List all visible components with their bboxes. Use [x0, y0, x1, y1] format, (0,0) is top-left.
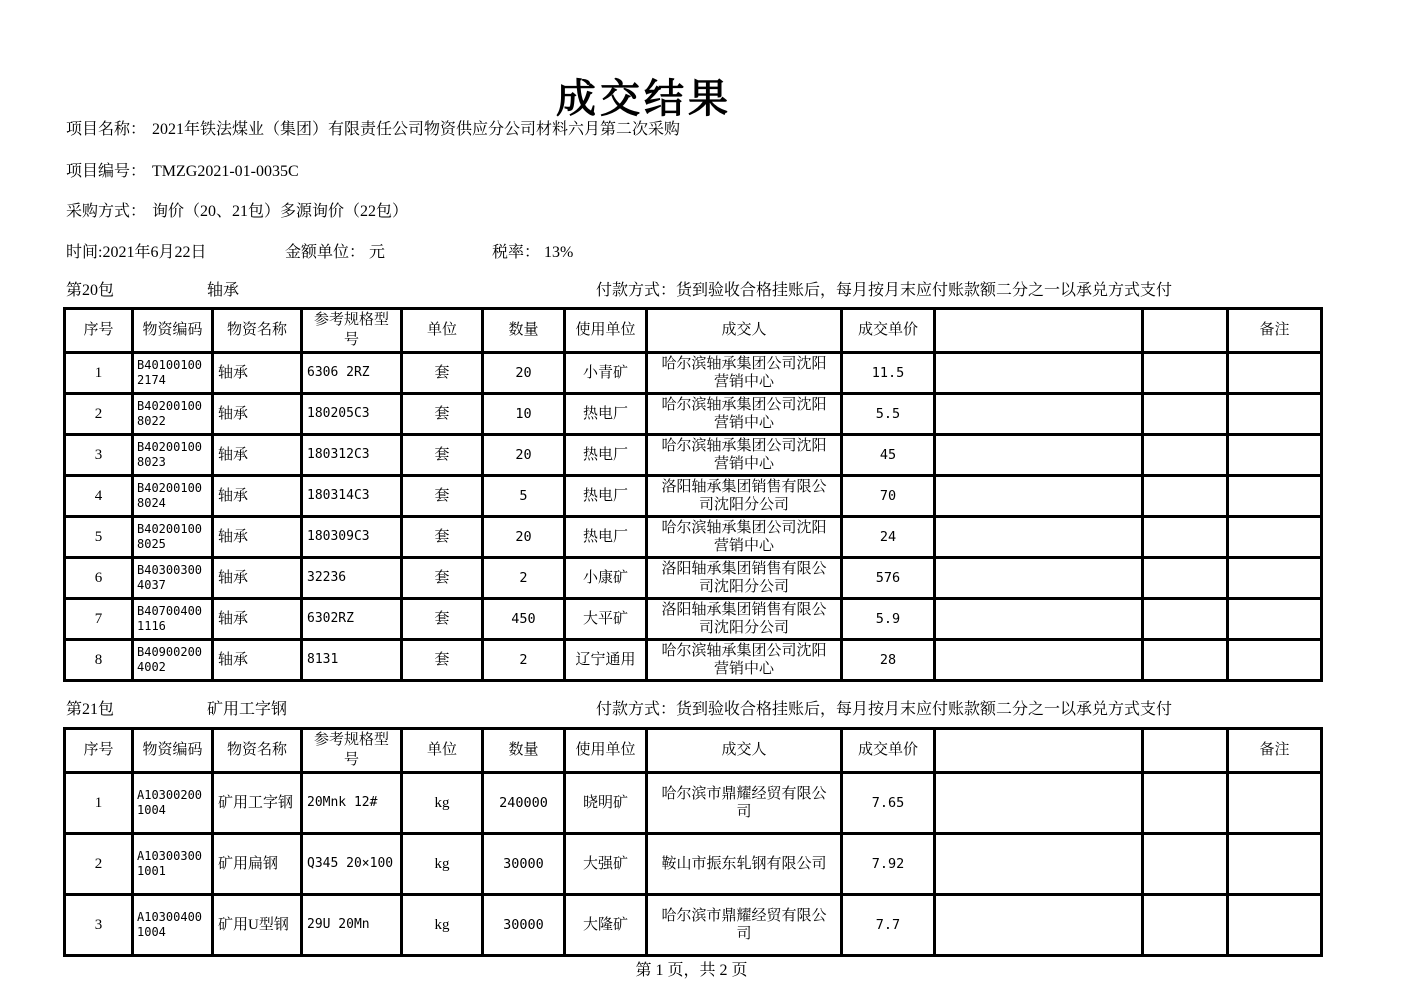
column-header-winner: 成交人: [647, 309, 842, 353]
cell-remark: [1228, 834, 1322, 895]
cell-unit-price: 28: [842, 640, 935, 681]
cell-blank-1: [935, 435, 1143, 476]
cell-unit-price: 11.5: [842, 353, 935, 394]
cell-material-code: B402001008025: [133, 517, 213, 558]
column-header-material-name: 物资名称: [213, 729, 302, 773]
cell-blank-1: [935, 353, 1143, 394]
payment-terms: [596, 277, 1172, 300]
cell-unit: 套: [402, 558, 483, 599]
table-header-row: [65, 309, 1322, 353]
cell-remark: [1228, 895, 1322, 956]
cell-seq: 5: [65, 517, 133, 558]
package-21-table: [63, 727, 1323, 957]
cell-unit-price: 70: [842, 476, 935, 517]
cell-unit-price: 24: [842, 517, 935, 558]
cell-blank-2: [1143, 895, 1228, 956]
cell-remark: [1228, 517, 1322, 558]
table-row: [65, 834, 1322, 895]
cell-winner: 洛阳轴承集团销售有限公司沈阳分公司: [647, 476, 842, 517]
column-header-material-name: 物资名称: [213, 309, 302, 353]
package-number: 第20包: [66, 282, 115, 299]
column-header-seq: 序号: [65, 309, 133, 353]
cell-material-code: A103003001001: [133, 834, 213, 895]
cell-blank-2: [1143, 353, 1228, 394]
column-header-using-unit: 使用单位: [565, 309, 647, 353]
procurement-method-line: [66, 198, 408, 221]
table-row: [65, 353, 1322, 394]
column-header-seq: 序号: [65, 729, 133, 773]
cell-winner: 哈尔滨轴承集团公司沈阳营销中心: [647, 353, 842, 394]
cell-blank-2: [1143, 517, 1228, 558]
cell-using-unit: 热电厂: [565, 435, 647, 476]
time-value: 2021年6月22日: [102, 244, 207, 261]
cell-material-code: B409002004002: [133, 640, 213, 681]
cell-remark: [1228, 640, 1322, 681]
cell-quantity: 20: [483, 353, 565, 394]
column-header-remark: 备注: [1228, 729, 1322, 773]
currency-value: 元: [369, 244, 386, 261]
cell-remark: [1228, 435, 1322, 476]
payment-label: 付款方式：: [596, 282, 677, 299]
cell-blank-2: [1143, 773, 1228, 834]
cell-unit-price: 7.92: [842, 834, 935, 895]
cell-using-unit: 小青矿: [565, 353, 647, 394]
cell-winner: 洛阳轴承集团销售有限公司沈阳分公司: [647, 599, 842, 640]
cell-winner: 洛阳轴承集团销售有限公司沈阳分公司: [647, 558, 842, 599]
cell-unit: 套: [402, 394, 483, 435]
table-row: [65, 476, 1322, 517]
cell-seq: 2: [65, 834, 133, 895]
cell-blank-2: [1143, 435, 1228, 476]
cell-seq: 2: [65, 394, 133, 435]
cell-spec: 6302RZ: [302, 599, 402, 640]
cell-unit: kg: [402, 895, 483, 956]
table-row: [65, 773, 1322, 834]
package-20-table: [63, 307, 1323, 682]
project-code-label: 项目编号：: [66, 163, 147, 180]
procurement-method-value: 询价（20、21包）多源询价（22包）: [152, 203, 409, 220]
cell-spec: 29U 20Mn: [302, 895, 402, 956]
column-header-spec: 参考规格型号: [302, 729, 402, 773]
cell-material-name: 矿用扁钢: [213, 834, 302, 895]
cell-quantity: 450: [483, 599, 565, 640]
cell-seq: 4: [65, 476, 133, 517]
column-header-material-code: 物资编码: [133, 729, 213, 773]
cell-remark: [1228, 353, 1322, 394]
table-row: [65, 394, 1322, 435]
cell-material-name: 矿用U型钢: [213, 895, 302, 956]
cell-using-unit: 大隆矿: [565, 895, 647, 956]
project-code-line: [66, 158, 299, 181]
cell-blank-1: [935, 773, 1143, 834]
cell-material-name: 矿用工字钢: [213, 773, 302, 834]
tax-rate-label: 税率：: [492, 244, 541, 261]
package-name: 轴承: [207, 282, 240, 299]
column-header-unit: 单位: [402, 729, 483, 773]
cell-material-name: 轴承: [213, 517, 302, 558]
cell-using-unit: 热电厂: [565, 517, 647, 558]
cell-unit: 套: [402, 353, 483, 394]
cell-unit-price: 45: [842, 435, 935, 476]
cell-material-name: 轴承: [213, 558, 302, 599]
cell-blank-2: [1143, 834, 1228, 895]
cell-seq: 7: [65, 599, 133, 640]
cell-spec: Q345 20×100: [302, 834, 402, 895]
cell-remark: [1228, 394, 1322, 435]
tax-rate-value: 13%: [544, 244, 574, 261]
cell-using-unit: 热电厂: [565, 476, 647, 517]
cell-blank-1: [935, 517, 1143, 558]
cell-spec: 32236: [302, 558, 402, 599]
cell-blank-2: [1143, 599, 1228, 640]
column-header-blank-2: [1143, 309, 1228, 353]
cell-quantity: 240000: [483, 773, 565, 834]
table-header-row: [65, 729, 1322, 773]
column-header-blank-1: [935, 729, 1143, 773]
time-field: [66, 239, 206, 262]
cell-unit: 套: [402, 640, 483, 681]
cell-blank-1: [935, 640, 1143, 681]
payment-label: 付款方式：: [596, 701, 677, 718]
package-number: 第21包: [66, 701, 115, 718]
cell-winner: 哈尔滨市鼎耀经贸有限公司: [647, 773, 842, 834]
cell-blank-2: [1143, 558, 1228, 599]
cell-material-name: 轴承: [213, 640, 302, 681]
cell-seq: 3: [65, 895, 133, 956]
tax-rate-field: [492, 239, 573, 262]
cell-blank-1: [935, 476, 1143, 517]
page-number: 第 1 页，共 2 页: [635, 962, 748, 979]
cell-winner: 哈尔滨轴承集团公司沈阳营销中心: [647, 517, 842, 558]
cell-quantity: 20: [483, 435, 565, 476]
cell-blank-1: [935, 834, 1143, 895]
package-name: 矿用工字钢: [207, 701, 288, 718]
cell-quantity: 30000: [483, 895, 565, 956]
cell-seq: 8: [65, 640, 133, 681]
cell-remark: [1228, 773, 1322, 834]
column-header-unit: 单位: [402, 309, 483, 353]
cell-using-unit: 热电厂: [565, 394, 647, 435]
time-label: 时间:: [66, 244, 103, 261]
currency-field: [285, 239, 385, 262]
cell-unit: kg: [402, 773, 483, 834]
cell-seq: 1: [65, 353, 133, 394]
cell-seq: 3: [65, 435, 133, 476]
cell-seq: 1: [65, 773, 133, 834]
cell-remark: [1228, 476, 1322, 517]
cell-winner: 哈尔滨市鼎耀经贸有限公司: [647, 895, 842, 956]
cell-using-unit: 晓明矿: [565, 773, 647, 834]
cell-material-code: A103002001004: [133, 773, 213, 834]
cell-unit-price: 5.5: [842, 394, 935, 435]
cell-material-code: B403003004037: [133, 558, 213, 599]
table-row: [65, 599, 1322, 640]
cell-unit-price: 7.65: [842, 773, 935, 834]
cell-unit: 套: [402, 517, 483, 558]
cell-unit: 套: [402, 599, 483, 640]
cell-material-code: B401001002174: [133, 353, 213, 394]
cell-winner: 哈尔滨轴承集团公司沈阳营销中心: [647, 394, 842, 435]
cell-unit: 套: [402, 435, 483, 476]
cell-winner: 鞍山市振东轧钢有限公司: [647, 834, 842, 895]
column-header-blank-2: [1143, 729, 1228, 773]
cell-material-name: 轴承: [213, 476, 302, 517]
payment-terms: [596, 696, 1172, 719]
table-row: [65, 640, 1322, 681]
cell-remark: [1228, 558, 1322, 599]
table-row: [65, 558, 1322, 599]
cell-material-code: B402001008022: [133, 394, 213, 435]
cell-spec: 180309C3: [302, 517, 402, 558]
cell-material-name: 轴承: [213, 435, 302, 476]
page-title: 成交结果: [556, 75, 732, 121]
cell-unit-price: 576: [842, 558, 935, 599]
cell-blank-1: [935, 599, 1143, 640]
cell-winner: 哈尔滨轴承集团公司沈阳营销中心: [647, 640, 842, 681]
cell-unit: 套: [402, 476, 483, 517]
cell-quantity: 5: [483, 476, 565, 517]
project-code-value: TMZG2021-01-0035C: [152, 163, 299, 180]
project-name-value: 2021年铁法煤业（集团）有限责任公司物资供应分公司材料六月第二次采购: [152, 121, 681, 138]
column-header-material-code: 物资编码: [133, 309, 213, 353]
cell-spec: 180205C3: [302, 394, 402, 435]
cell-material-code: A103004001004: [133, 895, 213, 956]
payment-terms-text: 货到验收合格挂账后，每月按月末应付账款额二分之一以承兑方式支付: [676, 701, 1173, 718]
cell-material-code: B402001008023: [133, 435, 213, 476]
table-row: [65, 435, 1322, 476]
project-name-label: 项目名称：: [66, 121, 147, 138]
table-row: [65, 517, 1322, 558]
cell-using-unit: 大强矿: [565, 834, 647, 895]
cell-using-unit: 辽宁通用: [565, 640, 647, 681]
procurement-method-label: 采购方式：: [66, 203, 147, 220]
cell-material-name: 轴承: [213, 353, 302, 394]
info-line: [0, 239, 1340, 261]
cell-quantity: 20: [483, 517, 565, 558]
cell-blank-2: [1143, 640, 1228, 681]
cell-quantity: 30000: [483, 834, 565, 895]
cell-remark: [1228, 599, 1322, 640]
column-header-remark: 备注: [1228, 309, 1322, 353]
project-name-line: [66, 116, 680, 139]
cell-using-unit: 大平矿: [565, 599, 647, 640]
cell-unit-price: 7.7: [842, 895, 935, 956]
cell-seq: 6: [65, 558, 133, 599]
cell-blank-1: [935, 558, 1143, 599]
column-header-spec: 参考规格型号: [302, 309, 402, 353]
cell-blank-1: [935, 394, 1143, 435]
cell-spec: 180312C3: [302, 435, 402, 476]
column-header-winner: 成交人: [647, 729, 842, 773]
table-row: [65, 895, 1322, 956]
cell-unit: kg: [402, 834, 483, 895]
column-header-unit-price: 成交单价: [842, 309, 935, 353]
column-header-unit-price: 成交单价: [842, 729, 935, 773]
cell-winner: 哈尔滨轴承集团公司沈阳营销中心: [647, 435, 842, 476]
cell-material-name: 轴承: [213, 599, 302, 640]
payment-terms-text: 货到验收合格挂账后，每月按月末应付账款额二分之一以承兑方式支付: [676, 282, 1173, 299]
cell-quantity: 10: [483, 394, 565, 435]
column-header-using-unit: 使用单位: [565, 729, 647, 773]
cell-material-name: 轴承: [213, 394, 302, 435]
cell-spec: 20Mnk 12#: [302, 773, 402, 834]
cell-unit-price: 5.9: [842, 599, 935, 640]
column-header-blank-1: [935, 309, 1143, 353]
column-header-quantity: 数量: [483, 729, 565, 773]
cell-quantity: 2: [483, 640, 565, 681]
cell-spec: 8131: [302, 640, 402, 681]
cell-blank-1: [935, 895, 1143, 956]
cell-blank-2: [1143, 476, 1228, 517]
column-header-quantity: 数量: [483, 309, 565, 353]
cell-material-code: B402001008024: [133, 476, 213, 517]
cell-material-code: B407004001116: [133, 599, 213, 640]
currency-label: 金额单位：: [285, 244, 366, 261]
cell-spec: 6306 2RZ: [302, 353, 402, 394]
cell-spec: 180314C3: [302, 476, 402, 517]
cell-quantity: 2: [483, 558, 565, 599]
cell-using-unit: 小康矿: [565, 558, 647, 599]
cell-blank-2: [1143, 394, 1228, 435]
